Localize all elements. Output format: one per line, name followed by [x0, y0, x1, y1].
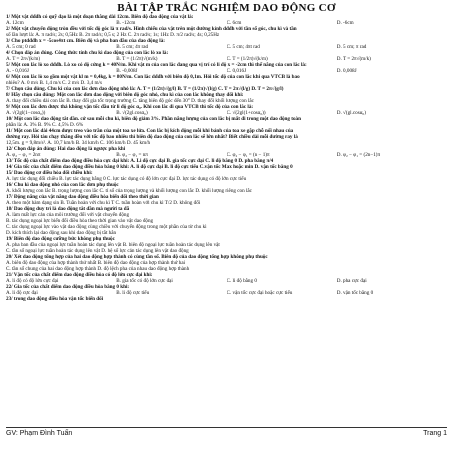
question-text: 9/ Một con lắc đơn được thả không vận tốc đầu từ li độ góc α₀. Khi con lắc đi qua VTCB thì tốc độ của con lắc là: — [6, 104, 254, 110]
question-line: 12,5m. g = 9,8m/s². A. 10,7 km/h B. 34 km/h C. 106 km/h D. 45 km/h — [6, 140, 151, 146]
page-number: Trang 1 — [423, 430, 447, 437]
answer-option: D. φ₂ − φ₁ = (2n−1)π — [336, 152, 381, 158]
answer-option: A. li độ có độ lớn cực đại — [6, 278, 59, 284]
answer-option: D. √(gl.cosα₀) — [336, 110, 366, 116]
question-line: A. lực tác dụng đổi chiều B. lực tác dụng bằng 0 C. lực tác dụng có độ lớn cực đại D. lực tác dụng có độ lớn cực tiểu — [6, 176, 247, 182]
question-text: 8/ Hãy chọn câu đúng: Một con lắc đơn dao động với biên độ góc nhỏ, chu kì của con lắc không thay đổi khi: — [6, 92, 244, 98]
question-line: D. kích thích lại dao động sau khi dao động bị tắt hẳn — [6, 230, 117, 236]
answer-option: A. φ₂ − φ₁ = 2nπ — [6, 152, 41, 158]
answer-option: D. pha cực đại — [336, 278, 367, 284]
answer-option: C. T = (1/2π)√(k/m) — [226, 56, 268, 62]
question-text: 1/ Một vật dđđh có quỹ đạo là một đoạn thẳng dài 12cm. Biên độ dao động của vật là: — [6, 14, 194, 20]
question-text: 20/ Xét dao động tổng hợp của hai dao động hợp thành có cùng tần số. Biên độ của dao động tổng hợp không phụ thuộc — [6, 254, 268, 260]
question-line: A. pha ban đầu của ngoại lực tuần hoàn tác dụng lên vật B. biên độ ngoại lực tuần hoàn tác dụng lên vật — [6, 242, 220, 248]
question-text: đường ray. Hỏi tàu chạy thẳng đều với tốc độ bao nhiêu thì biên độ dao động của con lắc sẽ lớn nhất? Biết chiều dài mỗi đường ray là — [6, 134, 298, 140]
question-line: A. thay đổi chiều dài con lắc B. thay đổi gia tốc trọng trường C. tăng biên độ góc đến 30° D. thay đổi khối lượng con lắc — [6, 98, 254, 104]
question-text: 4/ Chọn đáp án đúng. Công thức tính chu kì dao động của con lắc lò xo là: — [6, 50, 169, 56]
question-text: 16/ Chu kì dao động nhỏ của con lắc đơn phụ thuộc — [6, 182, 119, 188]
answer-option: B. li độ cực tiểu — [116, 290, 150, 296]
question-list — [6, 14, 447, 419]
question-line: A. làm mất lực cản của môi trường đối với vật chuyển động — [6, 212, 130, 218]
answer-option: A. li độ cực đại — [6, 290, 38, 296]
question-text: 18/ Dao động duy trì là dao động tắt dần mà người ta đã — [6, 206, 130, 212]
question-line: A. theo một hàm dạng sin B. Tuần hoàn với chu kì T C. tuần hoàn với chu kì T/2 D. không đổi — [6, 200, 201, 206]
answer-option: B. √(2gl.cosα₀) — [116, 110, 148, 116]
question-line: số lần lượt là: A. π rad/s; 2s; 0,5Hz B. 2π rad/s; 0,5 s; 2 Hz C. 2π rad/s; 1s; 1Hz D. π/2 rad/s; 4s; 0,25Hz — [6, 32, 220, 38]
answer-option: A. √(2gl(1−cosα₀)) — [6, 110, 46, 116]
question-text: 14/ Gia tốc của chất điểm dao động điều hòa bằng 0 khi: A. li độ cực đại B. li độ cực tiểu C.vận tốc Max hoặc min D. vận tốc bằng 0 — [6, 164, 293, 170]
question-text: 17/ Động năng của vật năng dao động điều hòa biến đổi theo thời gian — [6, 194, 159, 200]
answer-option: A. 12cm — [6, 20, 24, 26]
question-line: phần là: A. 3% B. 9% C. 4,5% D. 6% — [6, 122, 84, 128]
answer-option: D. -6cm — [336, 20, 354, 26]
question-line: nhiêu? A. 0 m/s B. 1,4 m/s C. 2 m/s D. 3,4 m/s — [6, 80, 102, 86]
answer-option: B. φ₂ − φ₁ = nπ — [116, 152, 148, 158]
question-line: A. biên độ dao động của hợp thành thứ nhất B. biên độ dao động của hợp thành thứ hai — [6, 260, 186, 266]
answer-option: B. -0,008J — [116, 68, 138, 74]
question-text: 15/ Dao động cơ điều hòa đổi chiều khi: — [6, 170, 93, 176]
question-line: C. tần số ngoại lực tuần hoàn tác dụng lên vật D. hệ số lực cản tác dụng lên vật dao động — [6, 248, 189, 254]
answer-option: C. vận tốc cực đại hoặc cực tiểu — [226, 290, 293, 296]
answer-option: D. vận tốc bằng 0 — [336, 290, 374, 296]
question-line: A. khối lượng con lắc B. trọng lượng con lắc C. tỉ số của trọng lượng và khối lượng con lắc D. khối lượng riêng con lắc — [6, 188, 252, 194]
page-title: BÀI TẬP TRẮC NGHIỆM DAO ĐỘNG CƠ — [117, 2, 336, 14]
question-text: 22/ Gia tốc của chất điểm dao động điều hòa bằng 0 khi: — [6, 284, 130, 290]
answer-option: B. -12cm — [116, 20, 136, 26]
question-text: 19/ Biên độ dao động cưỡng bức không phụ thuộc — [6, 236, 115, 242]
question-line: C. tần số chung của hai dao động hợp thành D. độ lệch pha của nhau dao động hợp thành — [6, 266, 190, 272]
answer-option: A. - 0,016J — [6, 68, 29, 74]
author-name: GV: Phạm Đình Tuấn — [6, 430, 73, 437]
answer-option: B. T = (1/2π)√(m/k) — [116, 56, 158, 62]
answer-option: C. 6cm — [226, 20, 242, 26]
question-text: 6/ Một con lắc lò xo gồm một vật kl m = 0,4kg, k = 80N/m. Con lắc dđđh với biên độ 0,1m. Hỏi tốc độ của con lắc khi qua VTCB là bao — [6, 74, 300, 80]
question-text: 2/ Một vật chuyển động tròn đều với tốc độ góc là π rad/s. Hình chiếu của vật trên một đường kính dđđh với tần số góc, chu kì và tần — [6, 26, 297, 32]
answer-option: A. T = 2π√(k/m) — [6, 56, 41, 62]
answer-option: D. 0,008J — [336, 68, 357, 74]
answer-option: D. 5 cm; π rad — [336, 44, 367, 50]
answer-option: C. φ₂ − φ₁ = (n − 1)π — [226, 152, 270, 158]
question-text: 23/ trong dao động điều hòa vận tốc biến đổi — [6, 296, 104, 302]
answer-option: C. 5 cm; 4πt rad — [226, 44, 260, 50]
answer-option: B. gia tốc có độ lớn cực đại — [116, 278, 173, 284]
answer-option: C. 0,016J — [226, 68, 247, 74]
question-text: 3/ Cho ptdđđh x = -5cos4πt cm. Biên độ và pha ban đầu của dao động là: — [6, 38, 166, 44]
question-text: 7/ Chọn câu đúng. Chu kì của con lắc đơn dao động nhỏ là: A. T = (1/2π)√(g/l) B. T = (1/2π)√(l/g) C. T = 2π√(l/g) D. T = 2π√(g/l) — [6, 86, 284, 92]
question-line: B. tác dụng ngoại lực biến đổi điều hòa theo thời gian vào vật dao động — [6, 218, 154, 224]
footer-divider — [6, 427, 447, 428]
question-text: 10/ Một con lắc dao động tắt dần. cứ sau mỗi chu kì, biên độ giảm 3%. Phần năng lượng của con lắc bị mất đi trong một dao động toàn — [6, 116, 301, 122]
question-text: 13/ Tốc độ của chất điểm dao động điều hòa cực đại khi: A. Li độ cực đại B. gia tốc cực đại C. li độ bằng 0 D. pha bằng π/4 — [6, 158, 274, 164]
answer-option: B. 5 cm; 4π rad — [116, 44, 149, 50]
question-line: C. tác dụng ngoại lực vào vật dao động cùng chiều với chuyển động trong một phần của từ chu kì — [6, 224, 207, 230]
question-text: 5/ Một con lắc lò xo dđđh. Lò xo có độ cứng k = 40N/m. Khi vật m của con lắc đang qua vị trí có li độ x = -2cm thì thế năng của con lắc là: — [6, 62, 307, 68]
question-text: 21/ Vận tốc của chất điểm dao động điều hòa có độ lớn cực đại khi: — [6, 272, 153, 278]
answer-option: C. √(2gl(1+cosα₀)) — [226, 110, 266, 116]
question-text: 12/ Chọn đáp án đúng: Hai dao động là ngược pha khi — [6, 146, 126, 152]
answer-option: C. li độ bằng 0 — [226, 278, 257, 284]
question-text: 11/ Một con lắc dài 44cm được treo vào trần của một toa xe lửa. Con lắc bị kích động mỗi khi bánh của toa xe gặp chỗ nối nhau của — [6, 128, 294, 134]
page-footer — [6, 430, 447, 437]
answer-option: D. T = 2π√(m/k) — [336, 56, 371, 62]
answer-option: A. 5 cm; 0 rad — [6, 44, 36, 50]
